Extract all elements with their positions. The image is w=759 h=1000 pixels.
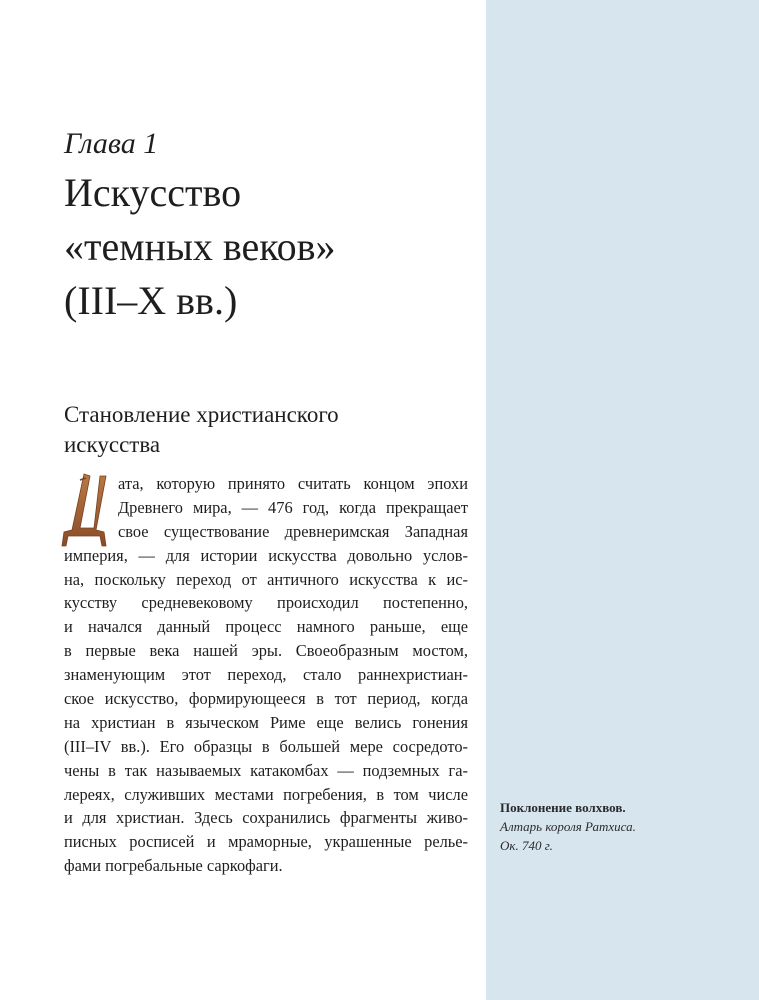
caption-title: Поклонение волхвов.	[500, 800, 626, 815]
chapter-label: Глава 1	[64, 127, 159, 160]
body-line: (III–IV вв.). Его образцы в большей мере сосредото-	[64, 736, 468, 756]
body-line: и для христиан. Здесь сохранились фрагменты живо-	[64, 808, 468, 828]
body-line: империя, — для истории искусства довольно услов-	[64, 545, 468, 565]
chapter-title-line: Искусство	[64, 170, 242, 215]
caption-line: Ок. 740 г.	[500, 838, 553, 853]
body-line: Древнего мира, — 476 год, когда прекращает	[118, 497, 468, 517]
body-line: и начался данный процесс намного раньше, еще	[64, 617, 468, 637]
section-title	[64, 400, 464, 460]
body-line: свое существование древнеримская Западная	[118, 521, 468, 541]
chapter-title-line: «темных веков»	[64, 224, 336, 269]
body-line: на христиан в языческом Риме еще велись гонения	[64, 712, 468, 732]
body-line: в первые века нашей эры. Своеобразным мостом,	[64, 641, 468, 661]
body-line: кусству средневековому происходил постепенно,	[64, 593, 468, 613]
body-line: знаменующим этот переход, стало раннехристиан-	[64, 665, 468, 685]
body-line: ское искусство, формирующееся в тот период, когда	[64, 689, 468, 709]
image-caption	[500, 798, 740, 855]
section-title-line: Становление христианского	[64, 402, 339, 427]
chapter-title	[64, 166, 474, 328]
section-title-line: искусства	[64, 432, 161, 457]
body-line: лереях, служивших местами погребения, в том числе	[64, 784, 468, 804]
body-line: ата, которую принято считать концом эпохи	[118, 474, 468, 493]
body-line: фами погребальные саркофаги.	[64, 856, 283, 876]
body-line: чены в так называемых катакомбах — подземных га-	[64, 760, 468, 780]
chapter-title-line: (III–X вв.)	[64, 278, 238, 323]
body-line: на, поскольку переход от античного искусства к ис-	[64, 569, 468, 589]
body-text	[64, 472, 468, 878]
caption-line: Алтарь короля Ратхиса.	[500, 819, 636, 834]
body-line: писных росписей и мраморные, украшенные релье-	[64, 832, 468, 852]
